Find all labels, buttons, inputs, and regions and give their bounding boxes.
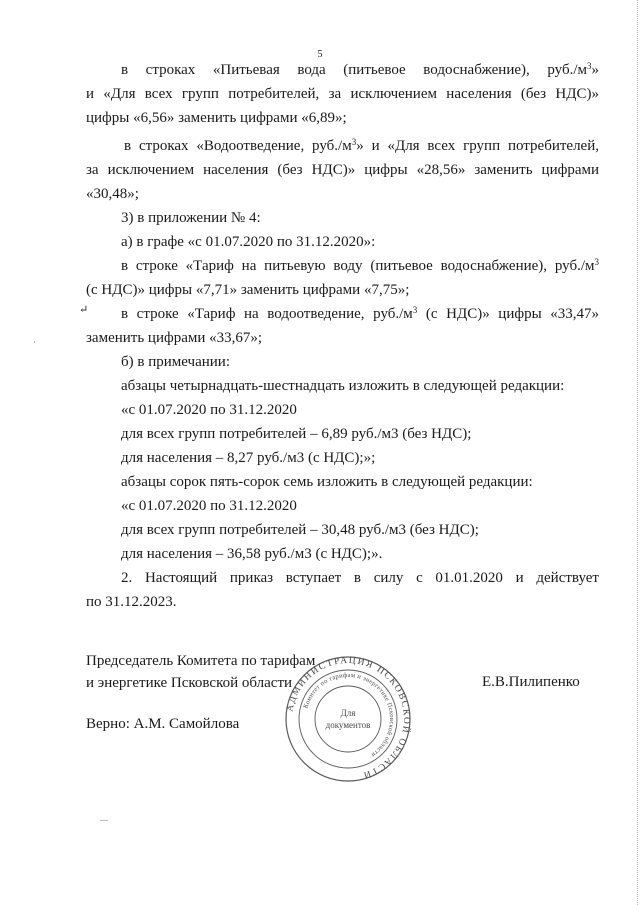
- scan-mark: [100, 820, 108, 821]
- paragraph: 3) в приложении № 4:: [121, 210, 261, 226]
- signatory-position-line2: и энергетике Псковской области: [86, 675, 293, 691]
- stamp-center-line2: документов: [325, 720, 371, 730]
- paragraph: 2. Настоящий приказ вступает в силу с 01.01.2020 и действует: [121, 570, 599, 586]
- paragraph: и «Для всех групп потребителей, за исключением населения (без НДС)»: [86, 86, 599, 102]
- paragraph: в строках «Водоотведение, $руб./м^3$» и «Для всех групп потребителей,: [124, 137, 599, 154]
- paragraph: для всех групп потребителей – 6,89 руб./м3 (без НДС);: [121, 426, 472, 442]
- paragraph: для населения – 36,58 руб./м3 (с НДС);».: [121, 546, 383, 562]
- official-stamp: [283, 654, 413, 784]
- stamp-seal: [283, 654, 413, 784]
- paragraph: (с НДС)» цифры «7,71» заменить цифрами «7,75»;: [86, 282, 410, 298]
- stamp-center-line1: Для: [340, 708, 356, 718]
- signatory-name: Е.В.Пилипенко: [482, 674, 580, 690]
- scan-edge: [634, 0, 638, 905]
- stamp-outer-text: АДМИНИСТРАЦИЯ ПСКОВСКОЙ ОБЛАСТИ: [285, 655, 412, 781]
- paragraph: «с 01.07.2020 по 31.12.2020: [121, 402, 297, 418]
- paragraph: в строках «Питьевая вода (питьевое водоснабжение), $руб./м^3$»: [121, 61, 599, 78]
- paragraph: б) в примечании:: [121, 354, 230, 370]
- paragraph: в строке «Тариф на питьевую воду (питьевое водоснабжение), $руб./м^3$: [121, 257, 599, 274]
- paragraph: для населения – 8,27 руб./м3 (с НДС);»;: [121, 450, 376, 466]
- page-number: 5: [317, 49, 323, 60]
- paragraph: для всех групп потребителей – 30,48 руб./м3 (без НДС);: [121, 522, 479, 538]
- paragraph: абзацы четырнадцать-шестнадцать изложить в следующей редакции:: [121, 378, 565, 394]
- paragraph: абзацы сорок пять-сорок семь изложить в следующей редакции:: [121, 474, 533, 490]
- paragraph: а) в графе «с 01.07.2020 по 31.12.2020»:: [121, 234, 376, 250]
- certified-copy-note: Верно: А.М. Самойлова: [86, 716, 240, 732]
- document-body: [86, 58, 599, 614]
- paragraph: по 31.12.2023.: [86, 594, 177, 610]
- scan-mark: ·: [33, 338, 36, 347]
- paragraph: «30,48»;: [86, 186, 139, 202]
- paragraph: в строке «Тариф на водоотведение, $руб./м^3$ (с НДС)» цифры «33,47»: [121, 305, 599, 322]
- paragraph: цифры «6,56» заменить цифрами «6,89»;: [86, 110, 347, 126]
- paragraph: за исключением населения (без НДС)» цифры «28,56» заменить цифрами: [86, 162, 599, 178]
- paragraph: заменить цифрами «33,67»;: [86, 330, 263, 346]
- scan-mark: ↵: [79, 304, 89, 316]
- paragraph: «с 01.07.2020 по 31.12.2020: [121, 498, 297, 514]
- stamp-inner-text: Комитет по тарифам и энергетике Псковской области: [302, 671, 396, 759]
- signatory-position-line1: Председатель Комитета по тарифам: [86, 653, 316, 669]
